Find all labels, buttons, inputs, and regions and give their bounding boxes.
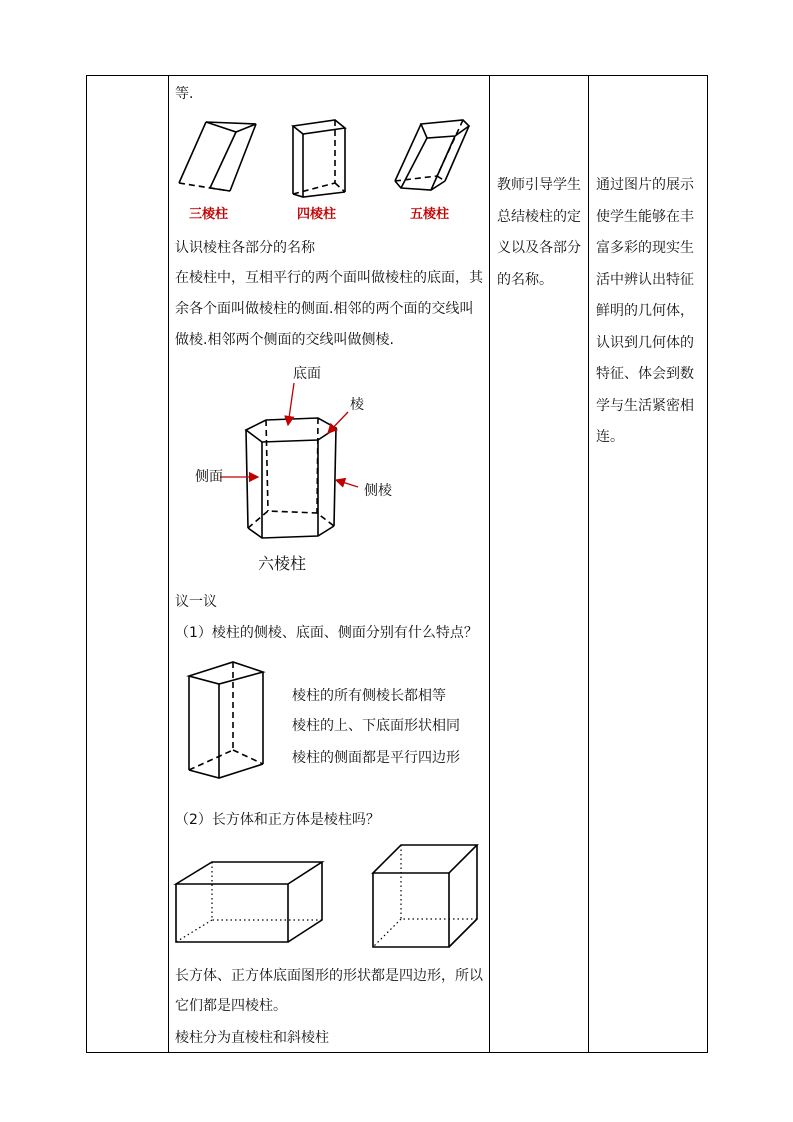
table-divider-1: [168, 75, 169, 1053]
intro-end-text: 等.: [175, 86, 194, 102]
fact-2: 棱柱的上、下底面形状相同: [292, 718, 460, 734]
label-lateral-edge: 侧棱: [364, 483, 392, 499]
prism-label-triangular: 三棱柱: [189, 207, 229, 222]
table-divider-3: [588, 75, 589, 1053]
section-title: 认识棱柱各部分的名称: [175, 240, 315, 256]
table-left-border: [86, 75, 87, 1053]
hexagonal-prism-diagram: [190, 365, 420, 545]
prism-label-pentagonal: 五棱柱: [410, 207, 450, 222]
table-right-border: [707, 75, 708, 1053]
label-edge: 棱: [350, 397, 364, 413]
label-bottom-face: 底面: [293, 366, 321, 382]
diagram-caption: 六棱柱: [258, 554, 307, 573]
design-intent-text: 通过图片的展示使学生能够在丰富多彩的现实生活中辨认出特征鲜明的几何体，认识到几何体的特征、体会到数学与生活紧密相连。: [596, 177, 694, 445]
answer-line-1: 长方体、正方体底面图形的形状都是四边形，所以: [175, 968, 483, 984]
question-1: （1）棱柱的侧棱、底面、侧面分别有什么特点？: [175, 625, 478, 641]
classification-text: 棱柱分为直棱柱和斜棱柱: [175, 1030, 329, 1046]
fact-1: 棱柱的所有侧棱长都相等: [292, 688, 446, 704]
prism-label-quadrangular: 四棱柱: [297, 207, 337, 222]
quadrangular-prism-figure: [290, 118, 350, 198]
table-divider-2: [489, 75, 490, 1053]
question-2: （2）长方体和正方体是棱柱吗？: [175, 812, 380, 828]
cuboid-figure: [174, 860, 324, 946]
definition-line-2: 余各个面叫做棱柱的侧面.相邻的两个面的交线叫: [175, 301, 474, 317]
straight-prism-figure: [186, 660, 266, 780]
definition-line-3: 做棱.相邻两个侧面的交线叫做侧棱.: [175, 332, 394, 348]
answer-line-2: 它们都是四棱柱。: [175, 998, 287, 1014]
discuss-title: 议一议: [175, 594, 217, 610]
pentagonal-prism-figure: [393, 118, 473, 198]
table-top-border: [86, 75, 708, 76]
triangular-prism-figure: [178, 112, 258, 196]
teacher-activity-text: 教师引导学生总结棱柱的定义以及各部分的名称。: [497, 177, 581, 288]
fact-3: 棱柱的侧面都是平行四边形: [292, 750, 460, 766]
cube-figure: [371, 843, 479, 951]
definition-line-1: 在棱柱中，互相平行的两个面叫做棱柱的底面，其: [175, 270, 483, 286]
label-side-face: 侧面: [195, 469, 223, 485]
table-bottom-border: [86, 1052, 708, 1053]
